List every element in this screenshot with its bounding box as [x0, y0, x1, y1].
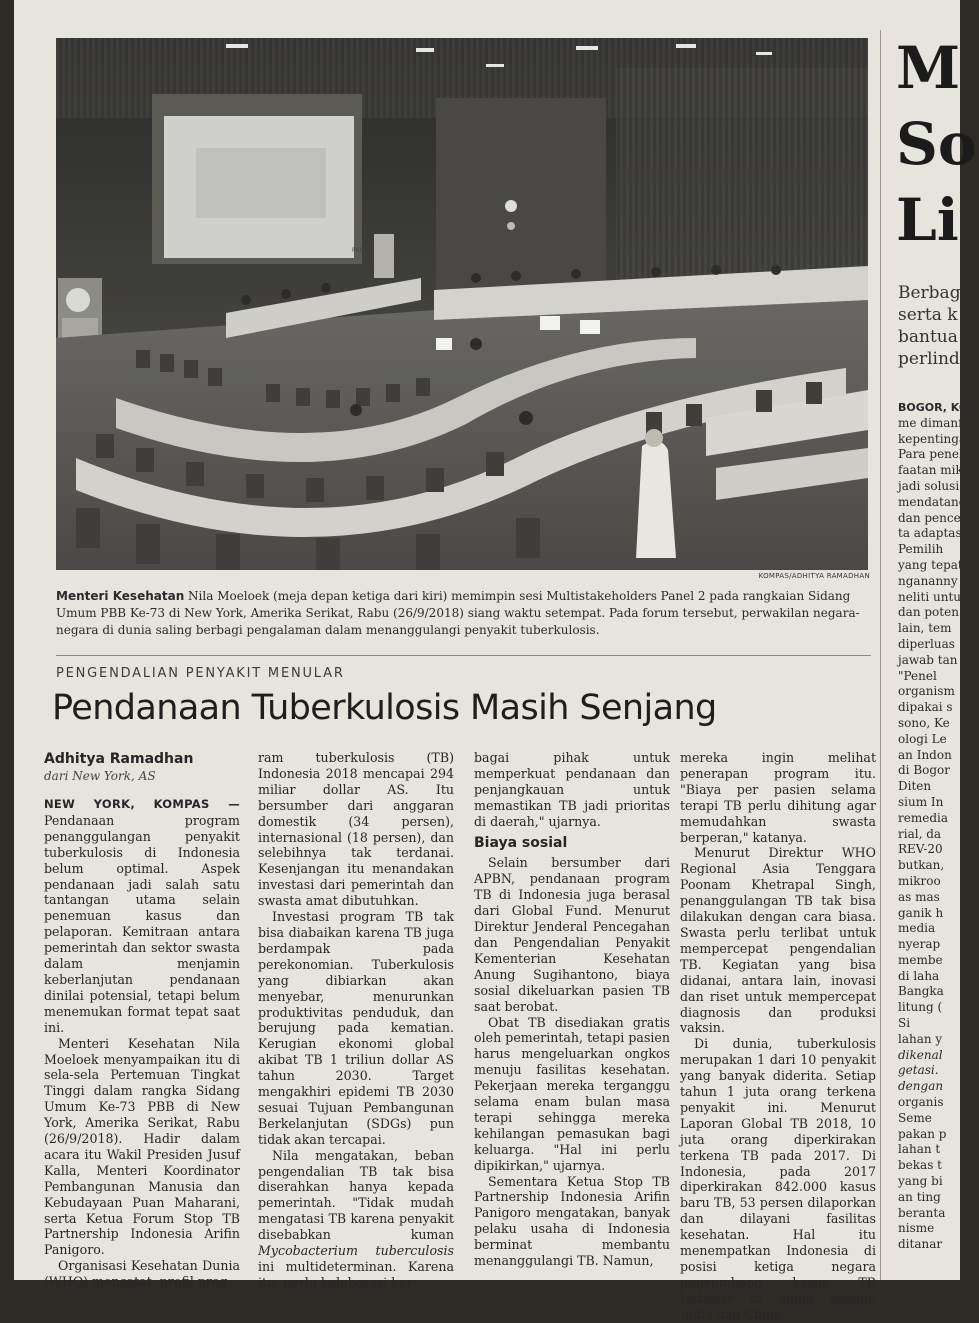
adjacent-body-line: mikroo [898, 873, 941, 888]
photo-caption [56, 588, 871, 639]
paragraph-4: ram tuberkulosis (TB) Indonesia 2018 mencapai 294 miliar dollar AS. Itu bersumber dari anggaran domestik (34 persen), internasional (18 persen), dan selebihnya tak terdanai. Kesenjangan itu menandakan investasi dari pemerintah dan swasta amat dibutuhkan. [258, 750, 454, 909]
article-column-4 [680, 750, 876, 1323]
caption-text: Nila Moeloek (meja depan ketiga dari kiri) memimpin sesi Multistakeholders Panel 2 pada rangkaian Sidang Umum PBB Ke-73 di New York, Amerika Serikat, Rabu (26/9/2018) siang waktu setempat. Pada forum tersebut, perwakilan negara-negara di dunia saling berbagi pengalaman dalam menanggulangi penyakit tuberkulosis. [56, 589, 860, 637]
paragraph-7: bagai pihak untuk memperkuat pendanaan dan penjangkauan untuk memastikan TB jadi prioritas di daerah," ujarnya. [474, 750, 670, 829]
adjacent-body-line: beranta [898, 1205, 946, 1220]
adjacent-body-line: organis [898, 1095, 944, 1110]
conference-photo [56, 38, 868, 570]
adjacent-deck: Berbag serta k bantua perlind [898, 283, 961, 369]
paragraph-10: Sementara Ketua Stop TB Partnership Indonesia Arifin Panigoro mengatakan, banyak pelaku usaha di Indonesia berminat membantu menanggulangi TB. Namun, [474, 1173, 670, 1269]
subheading: Biaya sosial [474, 834, 568, 851]
adjacent-body-line: dan poten [898, 605, 959, 620]
adjacent-body-line: sono, Ke [898, 715, 950, 730]
adjacent-body-line: sium In [898, 794, 944, 809]
paragraph-9: Obat TB disediakan gratis oleh pemerintah, tetapi pasien harus mengeluarkan ongkos menuju fasilitas kesehatan. Pekerjaan mereka terganggu selama enam bulan masa terapi sehingga mereka kehilangan pemasukan bagi keluarga. "Hal ini perlu dipikirkan," ujarnya. [474, 1014, 670, 1173]
author-location: dari New York, AS [44, 769, 156, 783]
photo-credit: KOMPAS/ADHITYA RAMADHAN [758, 572, 870, 580]
adjacent-body-line: membe [898, 952, 943, 967]
dateline: NEW YORK, KOMPAS — [44, 797, 240, 811]
paragraph-8: Selain bersumber dari APBN, pendanaan program TB di Indonesia juga berasal dari Global Fund. Menurut Direktur Jenderal Pencegahan dan Pengendalian Penyakit Kementerian Kesehatan Anung Sugihantono, biaya sosial dikeluarkan pasien TB saat berobat. [474, 855, 670, 1014]
adjacent-body-line: ta adaptasi [898, 526, 966, 541]
adjacent-body-line: an Indon [898, 747, 952, 762]
adjacent-body-line: lain, tem [898, 621, 952, 636]
adjacent-body-line: me dimanf [898, 415, 963, 430]
adjacent-body-line: Si [898, 1016, 911, 1031]
adjacent-body-line: bekas t [898, 1158, 943, 1173]
adjacent-body-line: yang tepat [898, 557, 963, 572]
adjacent-body-line: Seme [898, 1110, 932, 1125]
adjacent-body-line: kepentinga [898, 431, 967, 446]
adjacent-body-line: rial, da [898, 826, 942, 841]
author-name: Adhitya Ramadhan [44, 751, 194, 767]
adjacent-body-line: dipakai s [898, 700, 953, 715]
paragraph-13: Di dunia, tuberkulosis merupakan 1 dari 10 penyakit yang banyak diderita. Setiap tahun 1 juta orang terkena penyakit ini. Menurut Laporan Global TB 2018, 10 juta orang diperkirakan terkena TB pada 2017. Di Indonesia, pada 2017 diperkirakan 842.000 kasus baru TB, 53 persen dilaporkan dan dilayani fasilitas kesehatan. Hal itu menempatkan Indonesia di posisi ketiga negara penyumbang kasus TB terbesar di dunia setelah India dan China. [680, 1036, 876, 1322]
adjacent-body-line: butkan, [898, 858, 945, 873]
adjacent-body-line: jadi solusi [898, 478, 960, 493]
adjacent-body-line: nisme [898, 1221, 935, 1236]
adjacent-body-line: dikenal [898, 1047, 943, 1062]
article-kicker: PENGENDALIAN PENYAKIT MENULAR [56, 666, 345, 681]
caption-divider [56, 655, 871, 656]
adjacent-body-line: organism [898, 684, 955, 699]
adjacent-body-line: remedia [898, 810, 948, 825]
adjacent-body-line: ologi Le [898, 731, 947, 746]
article-column-1 [44, 750, 240, 1290]
adjacent-body-line: jawab tan [898, 652, 958, 667]
paragraph-1: NEW YORK, KOMPAS — Pendanaan program penanggulangan penyakit tuberkulosis di Indonesia belum optimal. Aspek pendanaan jadi salah satu tantangan utama selain penemuan kasus dan pelaporan. Kemitraan antara pemerintah dan sektor swasta dalam menjamin keberlanjutan pendanaan dinilai potensial, tetapi belum menemukan format tepat saat ini. [44, 797, 240, 1035]
adjacent-body-line: ngananny [898, 573, 958, 588]
adjacent-body-line: "Penel [898, 668, 937, 683]
adjacent-body-line: mendatang [898, 494, 967, 509]
adjacent-article [894, 0, 979, 1280]
adjacent-body-line: neliti untu [898, 589, 961, 604]
newspaper-page [14, 0, 979, 1322]
adjacent-body-line: BOGOR, KOM [898, 401, 979, 414]
adjacent-body-line: Bangka [898, 984, 944, 999]
podium-sign-text: PBB [352, 247, 364, 254]
adjacent-body-line: pakan p [898, 1126, 947, 1141]
paragraph-2: Menteri Kesehatan Nila Moeloek menyampaikan itu di sela-sela Pertemuan Tingkat Tinggi dalam rangka Sidang Umum Ke-73 PBB di New York, Amerika Serikat, Rabu (26/9/2018). Hadir dalam acara itu Wakil Presiden Jusuf Kalla, Menteri Koordinator Pembangunan Manusia dan Kebudayaan Puan Maharani, serta Ketua Forum Stop TB Partnership Indonesia Arifin Panigoro. [44, 1035, 240, 1258]
adjacent-body-line: Pemilih [898, 542, 944, 557]
adjacent-body-line: di Bogor [898, 763, 951, 778]
adjacent-body-line: media [898, 921, 936, 936]
adjacent-body-line: litung ( [898, 1000, 943, 1015]
adjacent-body-line: nyerap [898, 937, 941, 952]
paragraph-5: Investasi program TB tak bisa diabaikan karena TB juga berdampak pada perekonomian. Tuberkulosis yang dibiarkan akan menyebar, menurunkan produktivitas penduduk, dan berujung pada kematian. Kerugian ekonomi global akibat TB 1 triliun dollar AS tahun 2030. Target mengakhiri epidemi TB 2030 sesuai Tujuan Pembangunan Berkelanjutan (SDGs) pun tidak akan tercapai. [258, 909, 454, 1147]
adjacent-body-line: ditanar [898, 1237, 943, 1252]
adjacent-body-line: ganik h [898, 905, 944, 920]
adjacent-body-line: REV-20 [898, 842, 943, 857]
paragraph-11: mereka ingin melihat penerapan program itu. "Biaya per pasien selama terapi TB perlu dihitung agar memudahkan swasta berperan," katanya. [680, 750, 876, 845]
adjacent-body-line: dan pencer [898, 510, 967, 525]
adjacent-body-line: as mas [898, 889, 940, 904]
adjacent-body-line: an ting [898, 1189, 941, 1204]
adjacent-body-line: faatan mik [898, 463, 963, 478]
article-headline: Pendanaan Tuberkulosis Masih Senjang [52, 688, 717, 728]
adjacent-body-line: Diten [898, 779, 932, 794]
adjacent-body-line: dengan [898, 1079, 944, 1094]
adjacent-body-line: di laha [898, 968, 940, 983]
caption-lead: Menteri Kesehatan [56, 589, 185, 603]
adjacent-body-line: yang bi [898, 1174, 943, 1189]
paragraph-6: Nila mengatakan, beban pengendalian TB tak bisa diserahkan hanya kepada pemerintah. "Tidak mudah mengatasi TB karena penyakit disebabkan kuman Mycobacterium tuberculosis ini multideterminan. Karena itu, perlu kolaborasi ber- [258, 1147, 454, 1290]
paragraph-3: Organisasi Kesehatan Dunia (WHO) mencatat, profil prog- [44, 1258, 240, 1290]
adjacent-body-line: lahan y [898, 1031, 943, 1046]
article-column-3 [474, 750, 670, 1269]
adjacent-body [898, 400, 979, 1253]
adjacent-body-line: getasi. [898, 1063, 939, 1078]
paragraph-12: Menurut Direktur WHO Regional Asia Tenggara Poonam Khetrapal Singh, penanggulangan TB tak bisa dilakukan dengan cara biasa. Swasta perlu terlibat untuk mempercepat pengendalian TB. Kegiatan yang bisa didanai, antara lain, inovasi dan riset untuk mempercepat diagnosis dan produksi vaksin. [680, 845, 876, 1036]
article-column-2 [258, 750, 454, 1291]
adjacent-body-line: Para penel [898, 447, 963, 462]
adjacent-body-line: diperluas [898, 636, 955, 651]
un-assembly-hall-image [56, 38, 868, 570]
adjacent-headline: M So Li [896, 34, 977, 254]
article-separator [880, 30, 881, 1280]
adjacent-body-line: lahan t [898, 1142, 941, 1157]
